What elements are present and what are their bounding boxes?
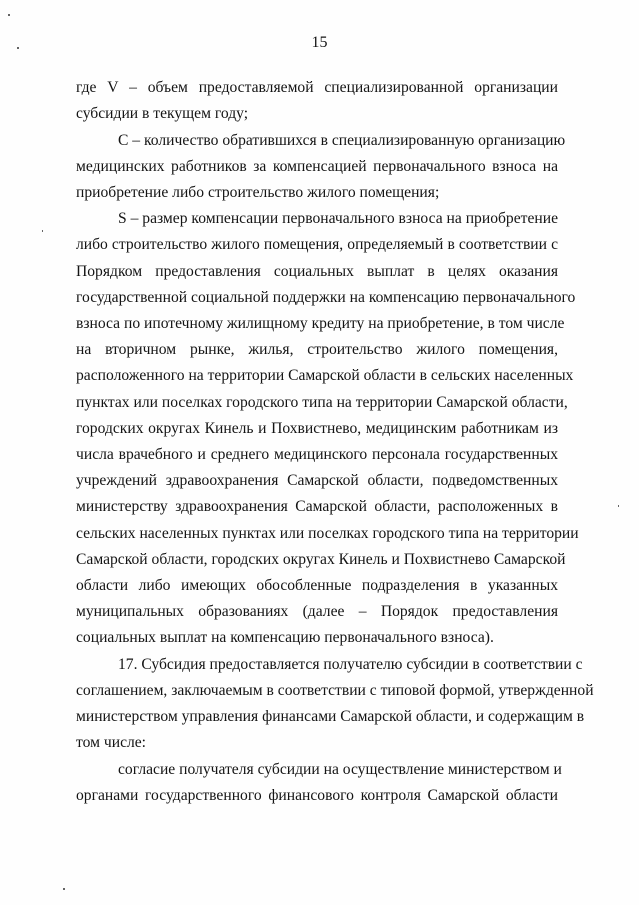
- text-line: приобретение либо строительство жилого помещения;: [76, 184, 440, 201]
- scan-speck: [618, 505, 619, 507]
- text-line: взноса по ипотечному жилищному кредиту на приобретение, в том числе: [76, 315, 565, 332]
- text-line: министерству здравоохранения Самарской области, расположенных в: [76, 498, 558, 515]
- scan-speck: [8, 14, 10, 16]
- text-line: субсидии в текущем году;: [76, 105, 249, 122]
- text-line: муниципальных образованиях (далее – Порядок предоставления: [76, 603, 558, 620]
- text-line: S – размер компенсации первоначального взноса на приобретение: [118, 210, 558, 227]
- text-line: области либо имеющих обособленные подразделения в указанных: [76, 577, 558, 594]
- scan-speck: [63, 888, 65, 890]
- text-line: Самарской области, городских округах Кинель и Похвистнево Самарской: [76, 551, 566, 568]
- text-line: том числе:: [76, 734, 147, 751]
- text-line: медицинских работников за компенсацией первоначального взноса на: [76, 158, 558, 175]
- text-line: согласие получателя субсидии на осуществление министерством и: [118, 761, 562, 778]
- text-line: где V – объем предоставляемой специализированной организации: [76, 79, 558, 96]
- text-line: на вторичном рынке, жилья, строительство жилого помещения,: [76, 341, 558, 358]
- scan-speck: [17, 47, 19, 49]
- text-line: C – количество обратившихся в специализированную организацию: [118, 132, 566, 149]
- text-line: пунктах или поселках городского типа на территории Самарской области,: [76, 394, 568, 411]
- text-line: либо строительство жилого помещения, определяемый в соответствии с: [76, 236, 558, 253]
- text-line: числа врачебного и среднего медицинского персонала государственных: [76, 446, 558, 463]
- scan-speck: [42, 230, 43, 232]
- text-line: социальных выплат на компенсацию первоначального взноса).: [76, 629, 494, 646]
- text-line: учреждений здравоохранения Самарской области, подведомственных: [76, 472, 558, 489]
- text-line: сельских населенных пунктах или поселках городского типа на территории: [76, 525, 579, 542]
- text-line: Порядком предоставления социальных выплат в целях оказания: [76, 263, 558, 280]
- text-line: соглашением, заключаемым в соответствии с типовой формой, утвержденной: [76, 682, 594, 699]
- text-line: государственной социальной поддержки на компенсацию первоначального: [76, 289, 576, 306]
- text-line: расположенного на территории Самарской области в сельских населенных: [76, 367, 574, 384]
- text-line: 17. Субсидия предоставляется получателю субсидии в соответствии с: [118, 656, 583, 673]
- text-line: министерством управления финансами Самарской области, и содержащим в: [76, 708, 585, 725]
- text-line: органами государственного финансового контроля Самарской области: [76, 787, 558, 804]
- page-number: 15: [311, 34, 328, 51]
- text-line: городских округах Кинель и Похвистнево, медицинским работникам из: [76, 420, 558, 437]
